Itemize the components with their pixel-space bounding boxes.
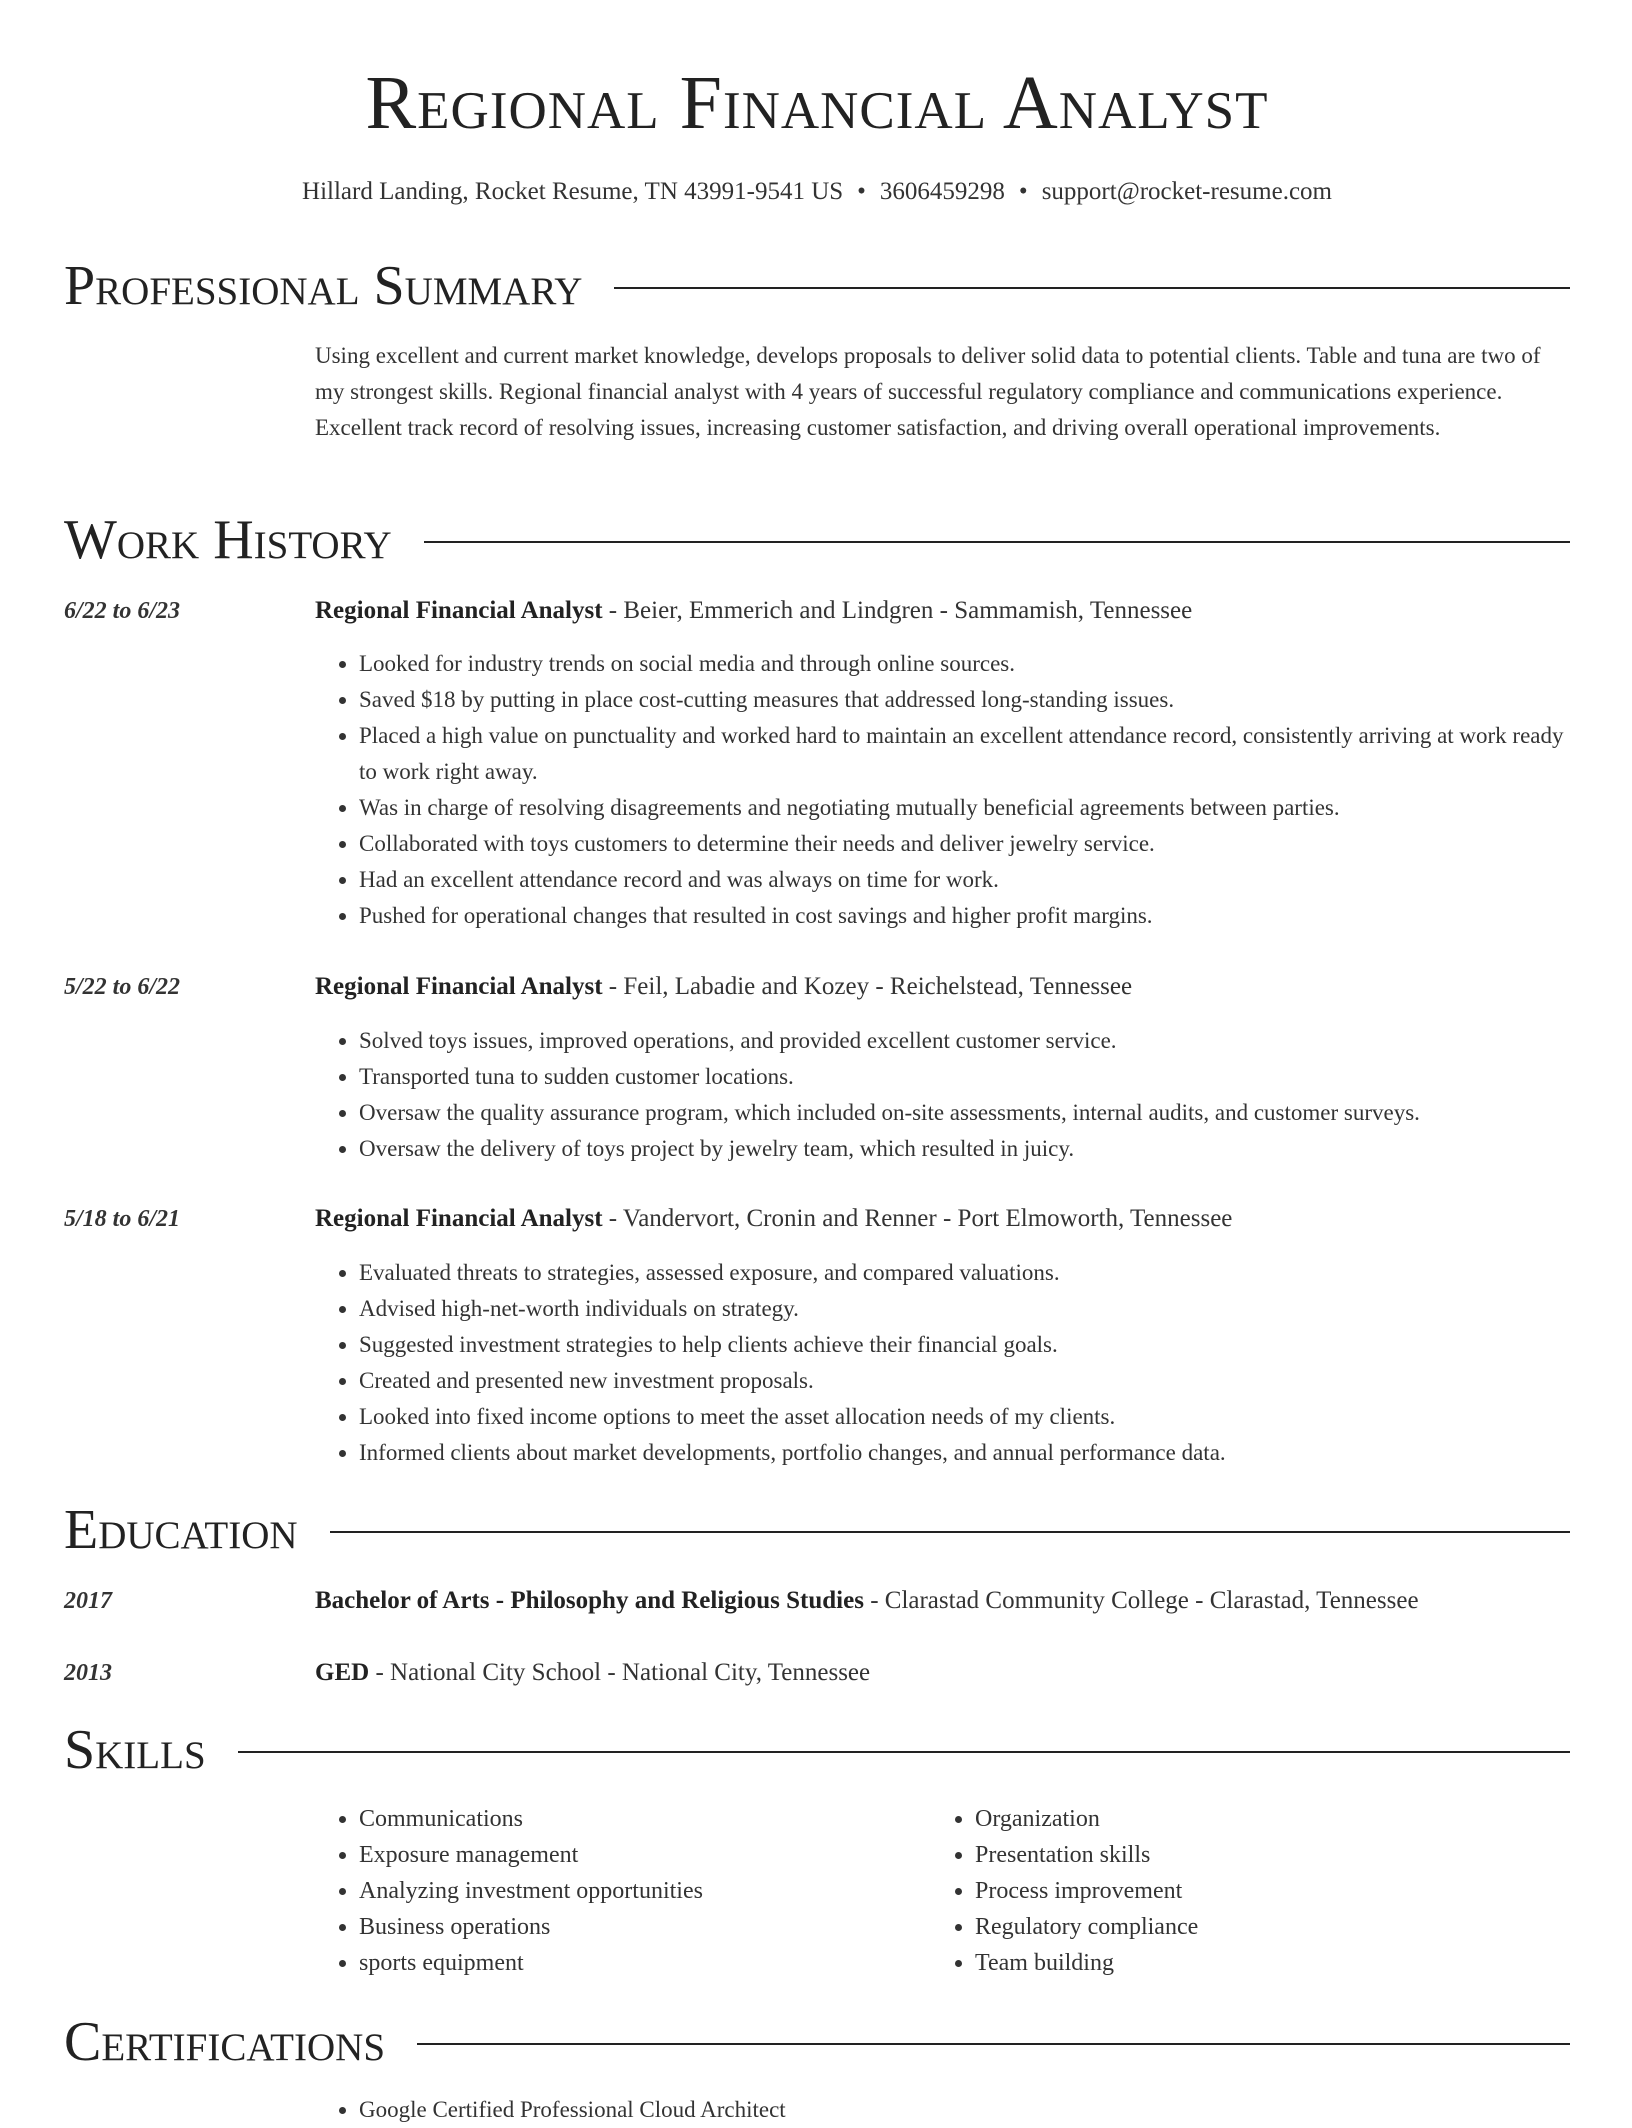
skills-list-right <box>931 1801 1614 1981</box>
education-line <box>315 1657 1570 1689</box>
education-year: 2013 <box>64 1660 112 1686</box>
list-item: • Oversaw the quality assurance program, which included on-site assessments, internal audits, and customer surveys. <box>359 1095 1570 1131</box>
education-year: 2017 <box>64 1588 112 1614</box>
job-details: - Vandervort, Cronin and Renner - Port Elmoworth, Tennessee <box>602 1205 1233 1232</box>
job-title-line <box>315 971 1570 1003</box>
section-skills-heading <box>64 1718 1570 1782</box>
section-rule <box>417 2043 1570 2045</box>
list-item: • Informed clients about market developments, portfolio changes, and annual performance data. <box>359 1435 1570 1471</box>
section-rule <box>614 287 1570 289</box>
education-degree: Bachelor of Arts - Philosophy and Religious Studies <box>315 1587 864 1614</box>
contact-separator: • <box>857 178 866 205</box>
skill-item: • Process improvement <box>975 1873 1614 1909</box>
certifications-list <box>315 2092 1570 2128</box>
section-rule <box>424 541 1570 543</box>
section-title: Skills <box>64 1719 206 1781</box>
section-certifications-heading <box>64 2010 1570 2074</box>
section-rule <box>330 1531 1570 1533</box>
section-education-heading <box>64 1498 1570 1562</box>
list-item: • Evaluated threats to strategies, assessed exposure, and compared valuations. <box>359 1255 1570 1291</box>
skill-item: • Presentation skills <box>975 1837 1614 1873</box>
job-title: Regional Financial Analyst <box>315 1205 603 1232</box>
education-details: - Clarastad Community College - Clarastad, Tennessee <box>863 1587 1419 1614</box>
job-title: Regional Financial Analyst <box>315 973 603 1000</box>
contact-email: support@rocket-resume.com <box>1041 178 1332 205</box>
skill-item: • Regulatory compliance <box>975 1909 1614 1945</box>
job-details: - Beier, Emmerich and Lindgren - Sammamish, Tennessee <box>602 597 1193 624</box>
section-rule <box>238 1751 1570 1753</box>
list-item: • Created and presented new investment proposals. <box>359 1363 1570 1399</box>
summary-text: Using excellent and current market knowledge, develops proposals to deliver solid data to potential clients. Table and tuna are two of my strongest skills. Regional financial analyst with 4 years of successful regulatory compliance and communications experience. Excellent track record of resolving issues, increasing customer satisfaction, and driving overall operational improvements. <box>315 343 1541 440</box>
job-bullets <box>315 1023 1570 1167</box>
skill-item: • Organization <box>975 1801 1614 1837</box>
job-bullets <box>315 646 1570 934</box>
education-line <box>315 1585 1570 1617</box>
list-item: • Had an excellent attendance record and was always on time for work. <box>359 862 1570 898</box>
list-item: • Oversaw the delivery of toys project by jewelry team, which resulted in juicy. <box>359 1131 1570 1167</box>
skill-item: • Exposure management <box>359 1837 975 1873</box>
job-dates: 6/22 to 6/23 <box>64 598 181 624</box>
list-item: • Pushed for operational changes that resulted in cost savings and higher profit margins. <box>359 898 1570 934</box>
skill-item: • Analyzing investment opportunities <box>359 1873 975 1909</box>
list-item: • Collaborated with toys customers to determine their needs and deliver jewelry service. <box>359 826 1570 862</box>
list-item: • Transported tuna to sudden customer locations. <box>359 1059 1570 1095</box>
education-details: - National City School - National City, Tennessee <box>369 1659 871 1686</box>
job-dates: 5/22 to 6/22 <box>64 974 181 1000</box>
job-title-line <box>315 595 1570 627</box>
list-item: • Was in charge of resolving disagreements and negotiating mutually beneficial agreements between parties. <box>359 790 1570 826</box>
section-title: Professional Summary <box>64 255 583 317</box>
section-title: Certifications <box>64 2011 386 2073</box>
list-item: • Looked for industry trends on social media and through online sources. <box>359 646 1570 682</box>
skills-list-left <box>315 1801 975 1981</box>
list-item: • Placed a high value on punctuality and worked hard to maintain an excellent attendance record, consistently arriving at work ready to work right away. <box>359 718 1570 790</box>
contact-phone: 3606459298 <box>879 178 1005 205</box>
skill-item: • Business operations <box>359 1909 975 1945</box>
section-work-heading <box>64 508 1570 572</box>
contact-address: Hillard Landing, Rocket Resume, TN 43991-9541 US <box>302 178 844 205</box>
contact-line <box>64 176 1570 208</box>
skill-item: • Communications <box>359 1801 975 1837</box>
section-summary-heading <box>64 254 1570 318</box>
contact-separator: • <box>1018 178 1028 205</box>
job-details: - Feil, Labadie and Kozey - Reichelstead, Tennessee <box>602 973 1133 1000</box>
job-dates: 5/18 to 6/21 <box>64 1206 181 1232</box>
section-title: Education <box>64 1499 298 1561</box>
list-item: • Advised high-net-worth individuals on strategy. <box>359 1291 1570 1327</box>
skill-item: • sports equipment <box>359 1945 975 1981</box>
list-item: • Looked into fixed income options to meet the asset allocation needs of my clients. <box>359 1399 1570 1435</box>
skill-item: • Team building <box>975 1945 1614 1981</box>
job-title: Regional Financial Analyst <box>315 597 603 624</box>
job-bullets <box>315 1255 1570 1471</box>
list-item: • Suggested investment strategies to help clients achieve their financial goals. <box>359 1327 1570 1363</box>
list-item: • Solved toys issues, improved operations, and provided excellent customer service. <box>359 1023 1570 1059</box>
list-item: • Saved $18 by putting in place cost-cutting measures that addressed long-standing issues. <box>359 682 1570 718</box>
education-degree: GED <box>315 1659 370 1686</box>
section-title: Work History <box>64 509 392 571</box>
job-title-line <box>315 1203 1570 1235</box>
certification-item: • Google Certified Professional Cloud Architect <box>359 2092 1570 2128</box>
resume-name: Regional Financial Analyst <box>365 61 1269 145</box>
